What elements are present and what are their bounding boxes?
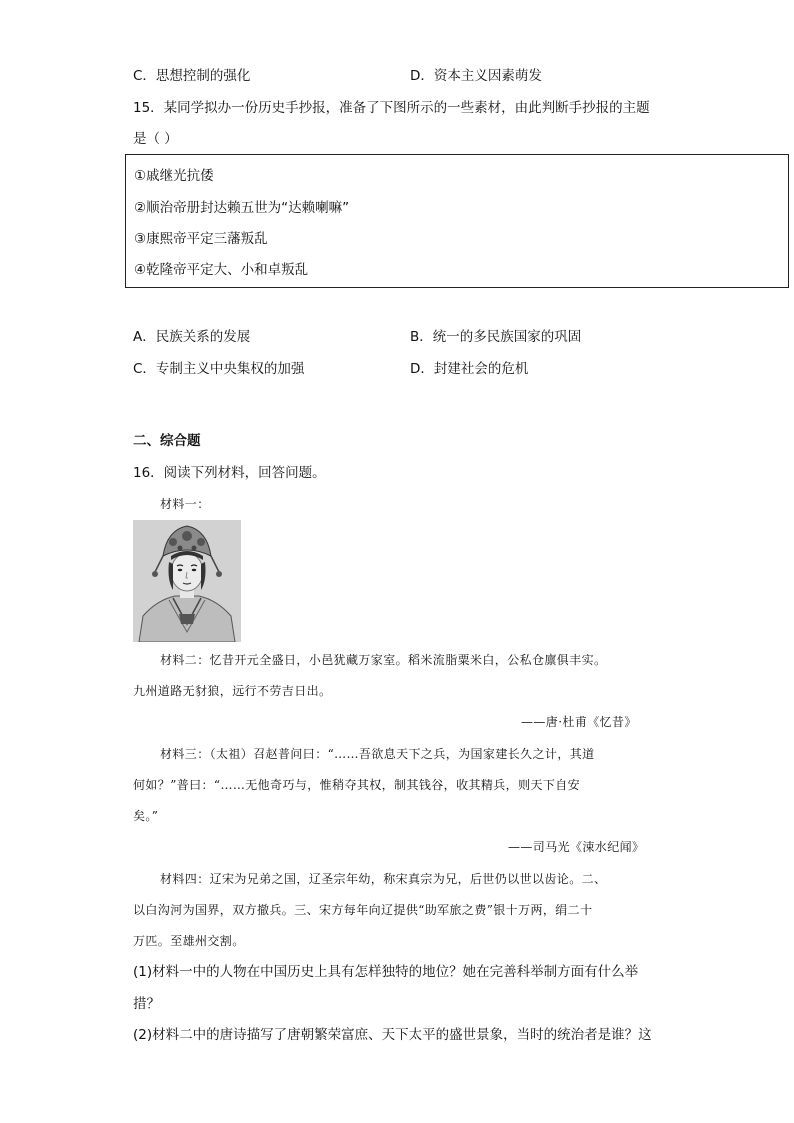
box-item-1: ①戚继光抗倭 bbox=[134, 168, 214, 184]
q16-sub2-line1: (2)材料二中的唐诗描写了唐朝繁荣富庶、天下太平的盛世景象，当时的统治者是谁？这 bbox=[133, 1027, 652, 1043]
empress-portrait bbox=[133, 520, 241, 642]
material4-line1: 材料四：辽宋为兄弟之国，辽圣宗年幼，称宋真宗为兄，后世仍以世以齿论。二、 bbox=[160, 872, 607, 886]
material4-line2: 以白沟河为国界，双方撤兵。三、宋方每年向辽提供“助军旅之费”银十万两，绢二十 bbox=[133, 903, 593, 917]
q15-stem-line2: 是（ ） bbox=[133, 131, 178, 147]
section-heading: 二、综合题 bbox=[133, 433, 201, 449]
material4-line3: 万匹。至雄州交割。 bbox=[133, 934, 245, 948]
material2-line2: 九州道路无豺狼，远行不劳吉日出。 bbox=[133, 684, 332, 698]
box-item-4: ④乾隆帝平定大、小和卓叛乱 bbox=[134, 262, 309, 278]
q15-option-a: A．民族关系的发展 bbox=[133, 329, 251, 345]
q15-option-d: D．封建社会的危机 bbox=[410, 361, 529, 377]
material2-source: ——唐·杜甫《忆昔》 bbox=[521, 715, 637, 729]
q15-material-box bbox=[125, 154, 789, 288]
material3-line3: 矣。” bbox=[133, 809, 159, 823]
q15-stem-line1: 15．某同学拟办一份历史手抄报，准备了下图所示的一些素材，由此判断手抄报的主题 bbox=[133, 100, 650, 116]
material3-line2: 何如？”普曰：“……无他奇巧与，惟稍夺其权，制其钱谷，收其精兵，则天下自安 bbox=[133, 778, 581, 792]
q14-option-c: C．思想控制的强化 bbox=[133, 68, 251, 84]
material3-source: ——司马光《涑水纪闻》 bbox=[508, 840, 645, 854]
portrait-illustration bbox=[133, 520, 241, 642]
material3-line1: 材料三：（太祖）召赵普问曰：“……吾欲息天下之兵，为国家建长久之计，其道 bbox=[160, 747, 595, 761]
q14-option-d: D．资本主义因素萌发 bbox=[410, 68, 542, 84]
q16-sub1-line1: (1)材料一中的人物在中国历史上具有怎样独特的地位？她在完善科举制方面有什么举 bbox=[133, 964, 639, 980]
q15-option-c: C．专制主义中央集权的加强 bbox=[133, 361, 305, 377]
q16-stem: 16．阅读下列材料，回答问题。 bbox=[133, 465, 326, 481]
box-item-2: ②顺治帝册封达赖五世为“达赖喇嘛” bbox=[134, 200, 350, 216]
material1-label: 材料一： bbox=[160, 497, 210, 511]
q15-option-b: B．统一的多民族国家的巩固 bbox=[410, 329, 582, 345]
material2-line1: 材料二：忆昔开元全盛日，小邑犹藏万家室。稻米流脂粟米白，公私仓廪俱丰实。 bbox=[160, 653, 607, 667]
q16-sub1-line2: 措？ bbox=[133, 996, 160, 1012]
box-item-3: ③康熙帝平定三藩叛乱 bbox=[134, 231, 268, 247]
